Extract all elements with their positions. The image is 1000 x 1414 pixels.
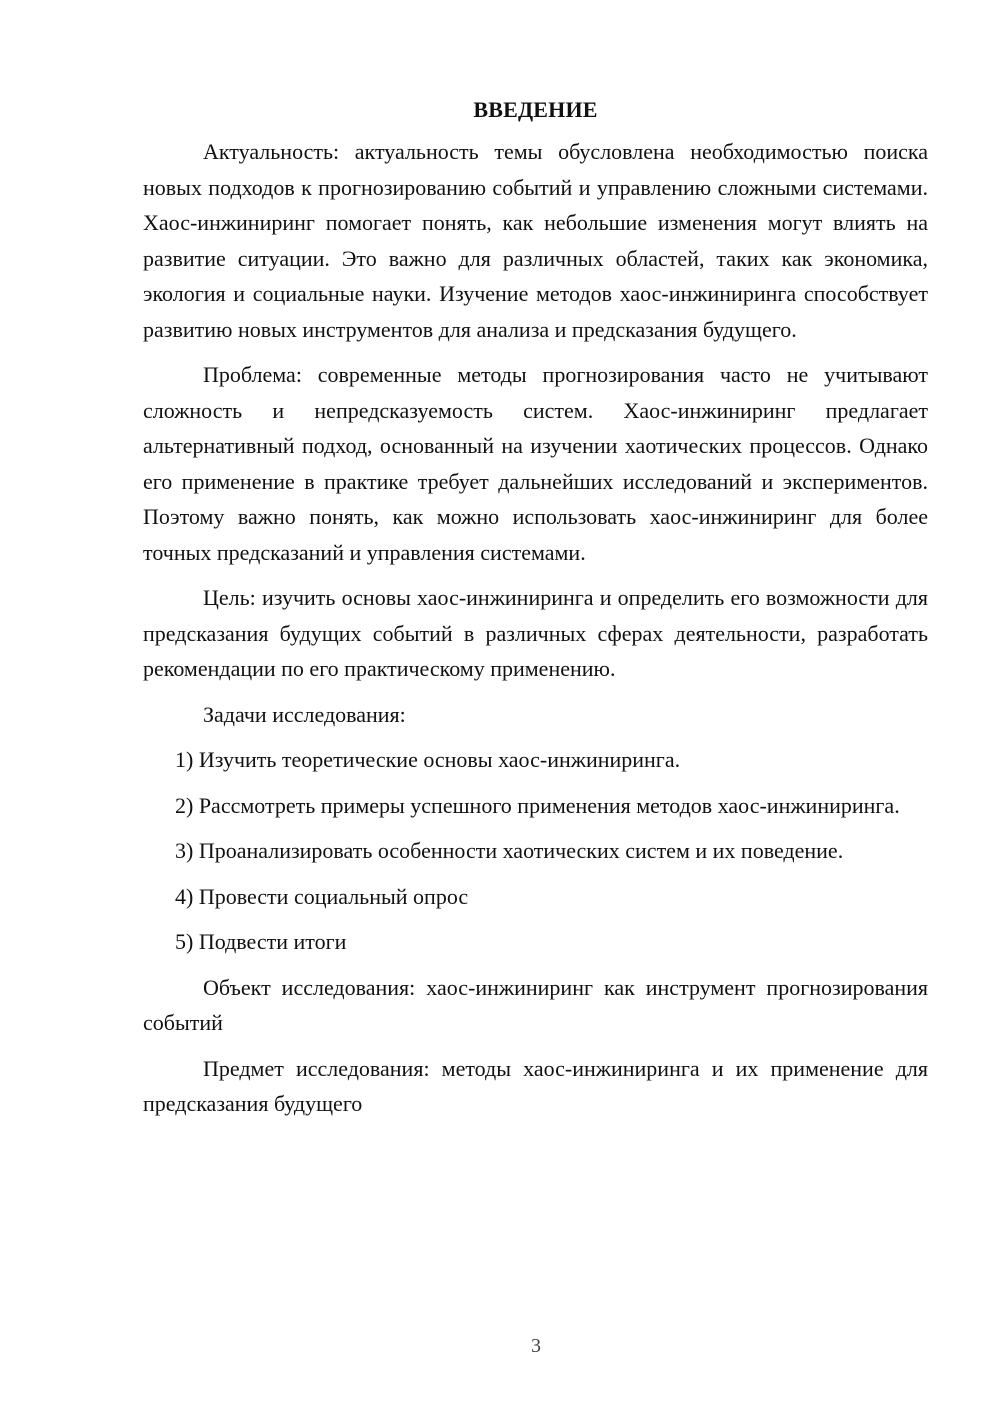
- task-item-5: 5) Подвести итоги: [175, 929, 347, 954]
- task-item-4: 4) Провести социальный опрос: [175, 883, 469, 909]
- task-item-2: 2) Рассмотреть примеры успешного применения методов хаос-инжиниринга.: [175, 792, 900, 818]
- paragraph-subject: Предмет исследования: методы хаос-инжиниринга и их применение для предсказания будущего: [143, 1055, 928, 1116]
- page-title: ВВЕДЕНИЕ: [473, 97, 598, 122]
- page-content: [143, 94, 928, 1132]
- paragraph-object: Объект исследования: хаос-инжиниринг как инструмент прогнозирования событий: [143, 974, 928, 1035]
- paragraph-goal: Цель: изучить основы хаос-инжиниринга и определить его возможности для предсказания будущих событий в различных сферах деятельности, разработать рекомендации по его практическому применению.: [143, 585, 928, 681]
- task-item-3: 3) Проанализировать особенности хаотических систем и их поведение.: [175, 838, 844, 863]
- page-number: 3: [531, 1335, 541, 1357]
- paragraph-problem: Проблема: современные методы прогнозирования часто не учитывают сложность и непредсказуемость систем. Хаос-инжиниринг предлагает альтернативный подход, основанный на изучении хаотических процессов. Однако его применение в практике требует дальнейших исследований и экспериментов. Поэтому важно понять, как можно использовать хаос-инжиниринг для более точных предсказаний и управления системами.: [143, 362, 928, 565]
- paragraph-relevance: Актуальность: актуальность темы обусловлена необходимостью поиска новых подходов к прогнозированию событий и управлению сложными системами. Хаос-инжиниринг помогает понять, как небольшие изменения могут влиять на развитие ситуации. Это важно для различных областей, таких как экономика, экология и социальные науки. Изучение методов хаос-инжиниринга способствует развитию новых инструментов для анализа и предсказания будущего.: [143, 139, 928, 342]
- task-item-1: 1) Изучить теоретические основы хаос-инжиниринга.: [175, 747, 681, 772]
- paragraph-tasks-heading: Задачи исследования:: [203, 701, 406, 727]
